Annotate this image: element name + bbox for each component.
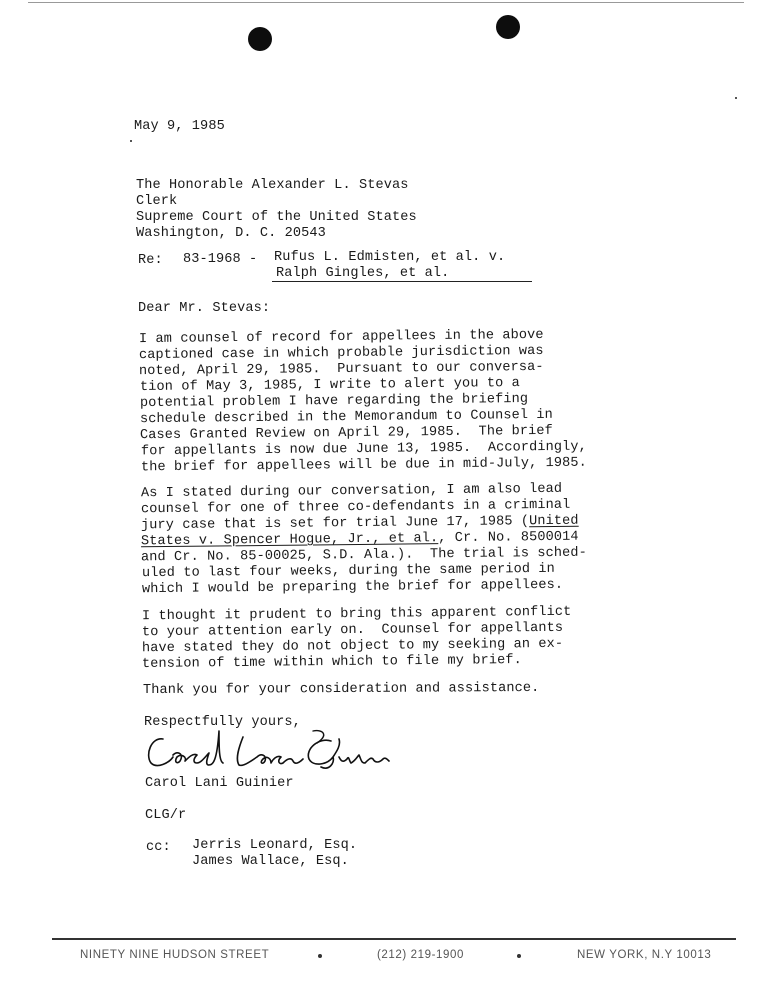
paragraph2-text: , Cr. No. 8500014 (438, 529, 579, 547)
scan-top-edge (28, 2, 744, 3)
footer-rule (52, 938, 736, 940)
scan-speck (735, 97, 737, 99)
paragraph1-line: potential problem I have regarding the briefing (139, 391, 529, 412)
scan-speck (130, 140, 132, 142)
paragraph1-line: tion of May 3, 1985, I write to alert you to a (139, 376, 520, 395)
address-line: Washington, D. C. 20543 (136, 226, 326, 241)
address-line: The Honorable Alexander L. Stevas (136, 178, 409, 193)
paragraph2-line: counsel for one of three co-defendants in a criminal (140, 497, 571, 518)
footer-city: NEW YORK, N.Y 10013 (577, 949, 712, 961)
paragraph1-line: Cases Granted Review on April 29, 1985. The brief (139, 423, 553, 444)
footer-bullet (318, 954, 322, 958)
letter-date: May 9, 1985 (134, 119, 225, 134)
address-line: Supreme Court of the United States (136, 210, 417, 225)
footer-bullet (517, 954, 521, 958)
paragraph2-line: As I stated during our conversation, I am also lead (140, 481, 563, 502)
paragraph2-line: and Cr. No. 85-00025, S.D. Ala.). The trial is sched- (140, 545, 587, 566)
thanks-line: Thank you for your consideration and assistance. (142, 680, 540, 699)
initials: CLG/r (145, 808, 187, 823)
footer-phone: (212) 219-1900 (377, 949, 465, 961)
paragraph2-line: uled to last four weeks, during the same period in (141, 561, 555, 582)
paragraph1-line: schedule described in the Memorandum to Counsel in (139, 407, 553, 428)
signer-name: Carol Lani Guinier (145, 776, 294, 791)
paragraph1-line: noted, April 29, 1985. Pursuant to our conversa- (138, 359, 544, 380)
cc-label: cc: (146, 840, 171, 855)
binder-hole-right (496, 15, 520, 39)
paragraph1-line: I am counsel of record for appellees in the above (138, 327, 544, 348)
paragraph2-line: which I would be preparing the brief for appellees. (141, 577, 564, 598)
footer-street: NINETY NINE HUDSON STREET (80, 949, 270, 961)
paragraph3-line: have stated they do not object to my seeking an ex- (141, 636, 564, 657)
paragraph3-line: to your attention early on. Counsel for appellants (141, 620, 564, 641)
paragraph3-line: tension of time within which to file my brief. (141, 653, 522, 672)
address-line: Clerk (136, 194, 178, 209)
salutation: Dear Mr. Stevas: (138, 301, 271, 316)
re-label: Re: (138, 253, 163, 268)
paragraph1-line: for appellants is now due June 13, 1985. Accordingly, (140, 439, 587, 460)
closing: Respectfully yours, (144, 715, 301, 730)
paragraph1-line: the brief for appellees will be due in mid-July, 1985. (140, 455, 587, 476)
handwritten-signature (143, 727, 393, 775)
re-case-line1: Rufus L. Edmisten, et al. v. (274, 250, 506, 265)
paragraph1-line: captioned case in which probable jurisdiction was (138, 343, 544, 364)
re-case-line2: Ralph Gingles, et al. (276, 266, 450, 281)
binder-hole-left (248, 27, 272, 51)
case-citation: United (529, 513, 579, 530)
cc-recipient: James Wallace, Esq. (192, 854, 349, 869)
case-citation: States v. Spencer Hogue, Jr., et al. (140, 531, 439, 550)
paragraph2-text: jury case that is set for trial June 17, 1985 ( (140, 514, 530, 534)
cc-recipient: Jerris Leonard, Esq. (192, 838, 358, 853)
paragraph3-line: I thought it prudent to bring this apparent conflict (141, 604, 572, 625)
re-case-number: 83-1968 - (183, 252, 258, 267)
re-underline (272, 281, 532, 282)
